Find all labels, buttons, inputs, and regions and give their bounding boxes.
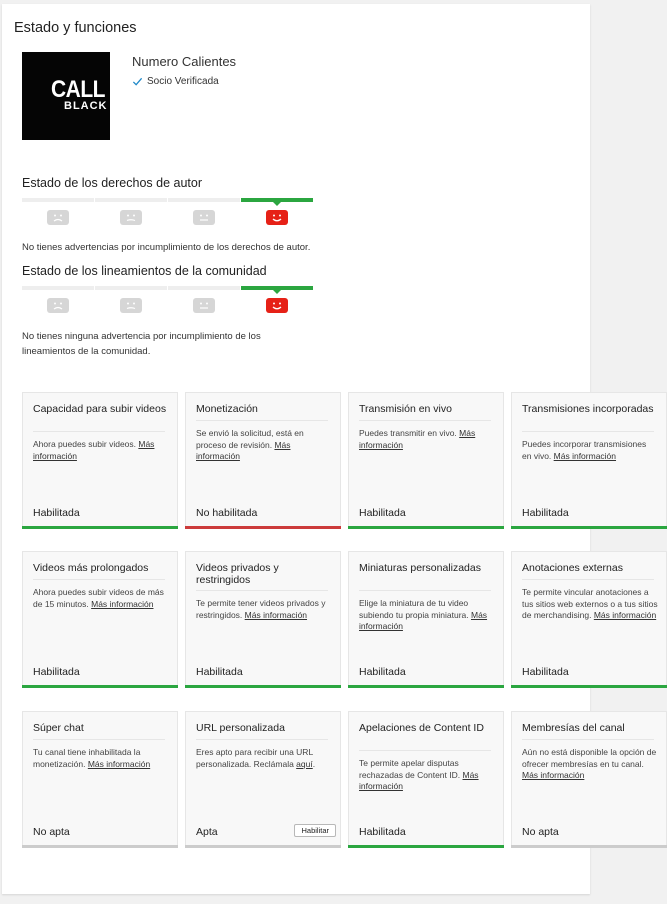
checkmark-icon: [132, 76, 143, 87]
happy-face-icon: [266, 210, 288, 225]
sad-face-icon: [47, 298, 69, 313]
feature-title: URL personalizada: [196, 722, 285, 734]
feature-status-bar: [185, 845, 341, 848]
channel-logo-subtext: BLACK: [64, 100, 108, 112]
feature-status: Habilitada: [196, 666, 243, 678]
feature-title: Transmisión en vivo: [359, 403, 452, 415]
feature-description-text: Tu canal tiene inhabilitada la monetización.: [33, 747, 141, 769]
feature-status-bar: [511, 685, 667, 688]
feature-description-text: Elige la miniatura de tu video subiendo tu propia miniatura.: [359, 598, 471, 620]
more-info-link[interactable]: Más información: [87, 758, 151, 769]
community-status-text: [22, 329, 261, 359]
community-status-meter: [22, 286, 314, 322]
feature-divider: [359, 750, 491, 751]
more-info-link[interactable]: Más información: [91, 598, 154, 609]
feature-status-bar: [185, 526, 341, 529]
feature-card: [348, 711, 504, 845]
feature-divider: [522, 431, 654, 432]
feature-description-text: Ahora puedes subir videos de más de 15 minutos.: [33, 587, 164, 609]
feature-description-text: Aún no está disponible la opción de ofrecer membresías en tu canal.: [522, 747, 657, 769]
more-info-link[interactable]: Más información: [33, 439, 155, 461]
more-info-link[interactable]: Más información: [359, 769, 479, 791]
feature-status: No apta: [33, 826, 70, 838]
copyright-status-text: No tienes advertencias por incumplimiento de los derechos de autor.: [22, 242, 311, 253]
feature-status-bar: [348, 526, 504, 529]
feature-divider: [196, 739, 328, 740]
feature-description: [359, 598, 495, 633]
feature-description: [33, 439, 169, 462]
status-pointer-icon: [273, 290, 281, 294]
feature-divider: [33, 431, 165, 432]
more-info-link[interactable]: Más información: [522, 770, 585, 780]
channel-name: Numero Calientes: [132, 54, 237, 69]
feature-status-bar: [22, 845, 178, 848]
feature-title: Miniaturas personalizadas: [359, 562, 481, 574]
feature-title: Anotaciones externas: [522, 562, 623, 574]
feature-title: Capacidad para subir videos: [33, 403, 167, 415]
happy-face-icon: [266, 298, 288, 313]
feature-description-text: Puedes transmitir en vivo.: [359, 428, 460, 438]
status-meter-segment: [241, 198, 313, 202]
feature-card: [22, 711, 178, 845]
feature-description: [196, 428, 332, 463]
feature-description: [522, 747, 658, 782]
feature-description-text: Te permite apelar disputas rechazadas de Content ID.: [359, 758, 463, 780]
more-info-link[interactable]: Más información: [244, 609, 308, 620]
status-meter-segment: [168, 198, 240, 202]
community-status-text-line: No tienes ninguna advertencia por incumplimiento de los: [22, 331, 261, 342]
feature-card: [22, 551, 178, 685]
feature-card: [348, 392, 504, 526]
feature-status: No habilitada: [196, 507, 258, 519]
status-meter-segment: [95, 198, 167, 202]
feature-divider: [522, 739, 654, 740]
status-meter-segment: [241, 286, 313, 290]
feature-card: [185, 551, 341, 685]
feature-divider: [196, 590, 328, 591]
feature-status: Habilitada: [33, 507, 80, 519]
unhappy-face-icon: [120, 210, 142, 225]
feature-status-bar: [348, 685, 504, 688]
feature-card: [185, 392, 341, 526]
feature-description-text: Te permite tener videos privados y restringidos.: [196, 598, 326, 620]
feature-title: Transmisiones incorporadas: [522, 403, 654, 415]
status-meter-segment: [22, 198, 94, 202]
neutral-face-icon: [193, 298, 215, 313]
feature-status-bar: [348, 845, 504, 848]
feature-status: Habilitada: [359, 666, 406, 678]
feature-card: [185, 711, 341, 845]
neutral-face-icon: [193, 210, 215, 225]
feature-description: [196, 598, 332, 621]
unhappy-face-icon: [120, 298, 142, 313]
feature-title: Videos más prolongados: [33, 562, 149, 574]
feature-status: Habilitada: [359, 507, 406, 519]
feature-title: Súper chat: [33, 722, 84, 734]
feature-card: [511, 551, 667, 685]
feature-status: Habilitada: [359, 826, 406, 838]
channel-logo-text: CALL of D: [51, 76, 149, 103]
feature-description-text: Eres apto para recibir una URL personalizada. Reclámala: [196, 747, 313, 769]
more-info-link[interactable]: Más información: [593, 610, 657, 620]
feature-status: Apta: [196, 826, 218, 838]
feature-status: Habilitada: [522, 666, 569, 678]
community-status-text-line: lineamientos de la comunidad.: [22, 346, 151, 357]
feature-description: [522, 439, 658, 462]
feature-card: [348, 551, 504, 685]
status-pointer-icon: [273, 202, 281, 206]
feature-divider: [196, 420, 328, 421]
verified-status: [132, 76, 219, 87]
status-meter-segment: [22, 286, 94, 290]
feature-title: Apelaciones de Content ID: [359, 722, 484, 734]
feature-description: [359, 428, 495, 451]
status-features-panel: [2, 4, 658, 894]
status-meter-segment: [168, 286, 240, 290]
more-info-link[interactable]: aquí: [296, 758, 313, 769]
feature-status: No apta: [522, 826, 559, 838]
feature-description: [196, 747, 332, 770]
feature-card: [511, 711, 667, 845]
more-info-link[interactable]: Más información: [359, 428, 476, 450]
feature-status-bar: [511, 845, 667, 848]
sad-face-icon: [47, 210, 69, 225]
feature-status: Habilitada: [33, 666, 80, 678]
feature-card: [511, 392, 667, 526]
feature-title: Monetización: [196, 403, 258, 415]
feature-status-bar: [511, 526, 667, 529]
feature-divider: [522, 579, 654, 580]
channel-avatar: [22, 52, 149, 140]
feature-status-bar: [185, 685, 341, 688]
more-info-link[interactable]: Más información: [553, 450, 617, 461]
feature-description-text: Puedes incorporar transmisiones en vivo.: [522, 439, 647, 461]
feature-description-text: Ahora puedes subir videos.: [33, 439, 139, 449]
enable-button[interactable]: Habilitar: [294, 824, 336, 837]
more-info-link[interactable]: Más información: [359, 609, 488, 631]
feature-description: [359, 758, 495, 793]
feature-title: Videos privados y restringidos: [196, 562, 279, 586]
feature-divider: [33, 579, 165, 580]
feature-card: [22, 392, 178, 526]
feature-description-text: .: [312, 758, 316, 769]
feature-status: Habilitada: [522, 507, 569, 519]
verified-label: Socio Verificada: [147, 76, 219, 87]
feature-title: Membresías del canal: [522, 722, 625, 734]
page-title: Estado y funciones: [14, 20, 137, 36]
feature-divider: [359, 420, 491, 421]
feature-description: [522, 587, 658, 622]
copyright-status-heading: Estado de los derechos de autor: [22, 176, 202, 190]
feature-divider: [359, 590, 491, 591]
feature-status-bar: [22, 685, 178, 688]
feature-description: [33, 747, 169, 770]
status-meter-segment: [95, 286, 167, 290]
feature-description-text: Te permite vincular anotaciones a tus sitios web externos o a tus sitios de merchandising.: [522, 587, 658, 620]
feature-status-bar: [22, 526, 178, 529]
more-info-link[interactable]: Más información: [196, 439, 291, 461]
feature-description-text: Se envió la solicitud, está en proceso de revisión.: [196, 428, 304, 450]
feature-divider: [33, 739, 165, 740]
copyright-status-meter: [22, 198, 314, 234]
community-status-heading: Estado de los lineamientos de la comunidad: [22, 264, 267, 278]
feature-description: [33, 587, 169, 610]
